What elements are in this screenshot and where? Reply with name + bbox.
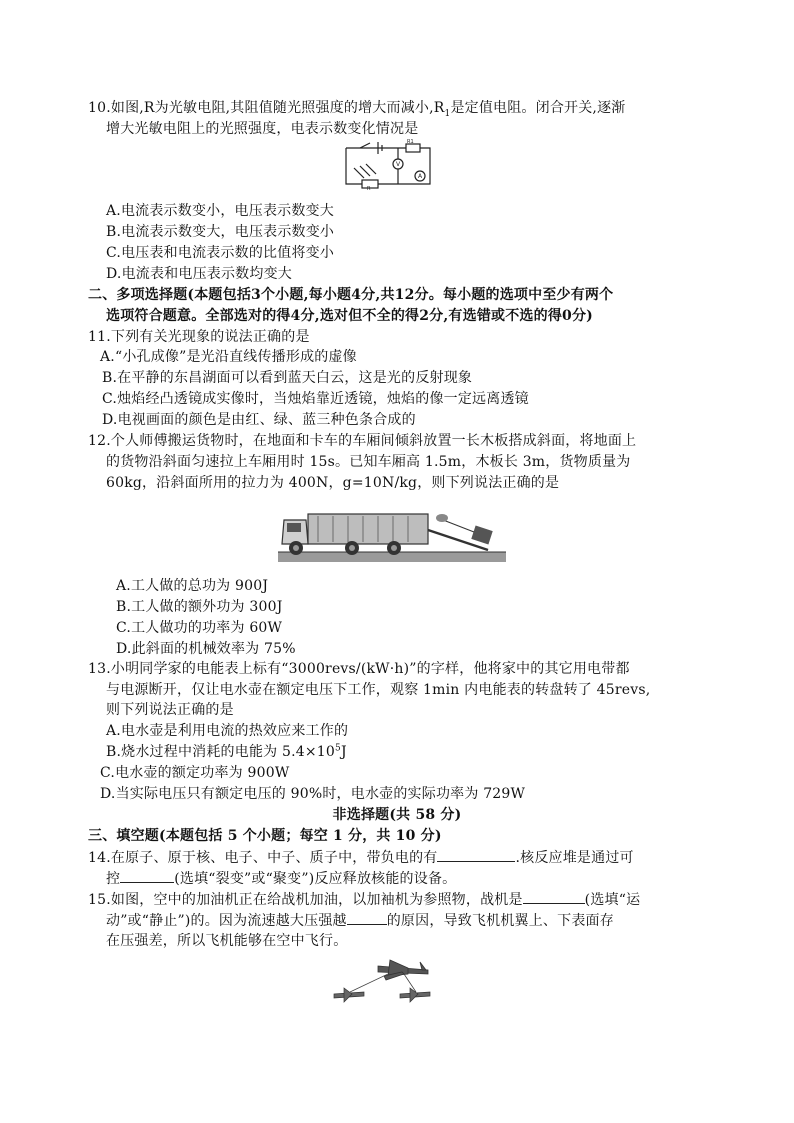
section3-heading: 三、填空题(本题包括 5 个小题；每空 1 分，共 10 分) [88,828,442,844]
q13-option-c: C.电水壶的额定功率为 900W [100,765,290,781]
q10-stem-subscript: 1 [444,108,451,119]
q15-blank-2[interactable] [347,910,387,925]
q12-option-d: D.此斜面的机械效率为 75% [116,641,296,657]
q12-stem-line1: 12.个人师傅搬运货物时，在地面和卡车的车厢间倾斜放置一长木板搭成斜面，将地面上 [88,433,637,449]
q15-refueling-aircraft-figure [328,952,452,1012]
q14-line2-text: 控 [106,871,121,887]
q12-truck-ramp-figure [278,498,506,566]
q12-option-a: A.工人做的总功为 900J [116,578,269,594]
q10-option-a: A.电流表示数变小，电压表示数变大 [106,203,334,219]
q10-stem-line1 [88,98,626,118]
q13-option-b-exponent: 5 [335,743,341,754]
q14-line1-text: 14.在原子、原于核、电子、中子、质子中，带负电的有 [88,850,438,866]
q13-option-b [106,742,347,762]
q15-blank-1[interactable] [523,889,585,904]
q10-option-b: B.电流表示数变大，电压表示数变小 [106,224,335,240]
q14-blank-2[interactable] [120,868,174,883]
q14-line1 [88,847,634,868]
q12-stem-line2: 的货物沿斜面匀速拉上车厢用时 15s。已知车厢高 1.5m，木板长 3m，货物质量为 [106,454,631,470]
q15-line2-text-cont: 的原因，导致飞机机翼上、下表面存 [386,913,614,929]
q10-option-d: D.电流表和电压表示数均变大 [106,266,292,282]
q13-stem-line1: 13.小明同学家的电能表上标有“3000revs/(kW·h)”的字样，他将家中的其它用电带都 [88,661,630,677]
q15-line1-text: 15.如图，空中的加油机正在给战机加油，以加袖机为参照物，战机是 [88,892,523,908]
q11-option-d: D.电视画面的颜色是由红、绿、蓝三种色条合成的 [102,412,416,428]
q11-option-a: A.“小孔成像”是光沿直线传播形成的虚像 [100,349,357,365]
q11-option-b: B.在平静的东昌湖面可以看到蓝天白云，这是光的反射现象 [102,370,473,386]
q15-line2 [106,910,614,931]
q12-option-b: B.工人做的额外功为 300J [116,599,283,615]
q10-label-r: R [367,186,371,190]
q14-line2-text-cont: (选填“裂变”或“聚变”)反应释放核能的设备。 [174,871,457,887]
q10-circuit-diagram [340,138,436,190]
q13-option-d: D.当实际电压只有额定电压的 90%时，电水壶的实际功率为 729W [100,786,526,802]
q10-label-v: V [396,161,401,168]
q11-option-c: C.烛焰经凸透镜成实像时，当烛焰靠近透镜，烛焰的像一定远离透镜 [102,391,529,407]
q13-option-a: A.电水壶是利用电流的热效应来工作的 [106,723,349,739]
q15-line3: 在压强差，所以飞机能够在空中飞行。 [106,933,348,949]
section2-heading-line1: 二、多项选择题(本题包括3个小题,每小题4分,共12分。每小题的选项中至少有两个 [88,287,614,303]
q14-blank-1[interactable] [437,847,515,862]
q10-stem-text-cont: 是定值电阻。闭合开关,逐渐 [450,100,626,116]
nonchoice-heading: 非选择题(共 58 分) [332,807,462,823]
q10-label-r1: R1 [407,139,414,145]
q15-line1-text-cont: (选填“运 [584,892,641,908]
q14-line2 [106,868,456,889]
q13-stem-line2: 与电源断开，仅让电水壶在额定电压下工作，观察 1min 内电能表的转盘转了 45revs, [106,682,651,698]
q15-line1 [88,889,640,910]
q10-label-a: A [418,173,423,180]
q15-line2-text: 动”或“静止”)的。因为流速越大压强越 [106,913,347,929]
q12-option-c: C.工人做功的功率为 60W [116,620,283,636]
q13-option-b-text: B.烧水过程中消耗的电能为 5.4×10 [106,744,335,760]
q13-option-b-unit: J [340,744,347,760]
q13-stem-line3: 则下列说法正确的是 [106,702,234,718]
q11-stem: 11.下列有关光现象的说法正确的是 [88,329,310,345]
section2-heading-line2: 选项符合题意。全部选对的得4分,选对但不全的得2分,有选错或不选的得0分) [106,308,593,324]
q10-option-c: C.电压表和电流表示数的比值将变小 [106,245,335,261]
q10-stem-text: 10.如图,R为光敏电阻,其阻值随光照强度的增大而减小,R [88,100,445,116]
q12-stem-line3: 60kg，沿斜面所用的拉力为 400N，g=10N/kg，则下列说法正确的是 [106,475,560,491]
q10-stem-line2: 增大光敏电阻上的光照强度，电表示数变化情况是 [106,121,419,137]
q14-line1-text-cont: .核反应堆是通过可 [515,850,634,866]
